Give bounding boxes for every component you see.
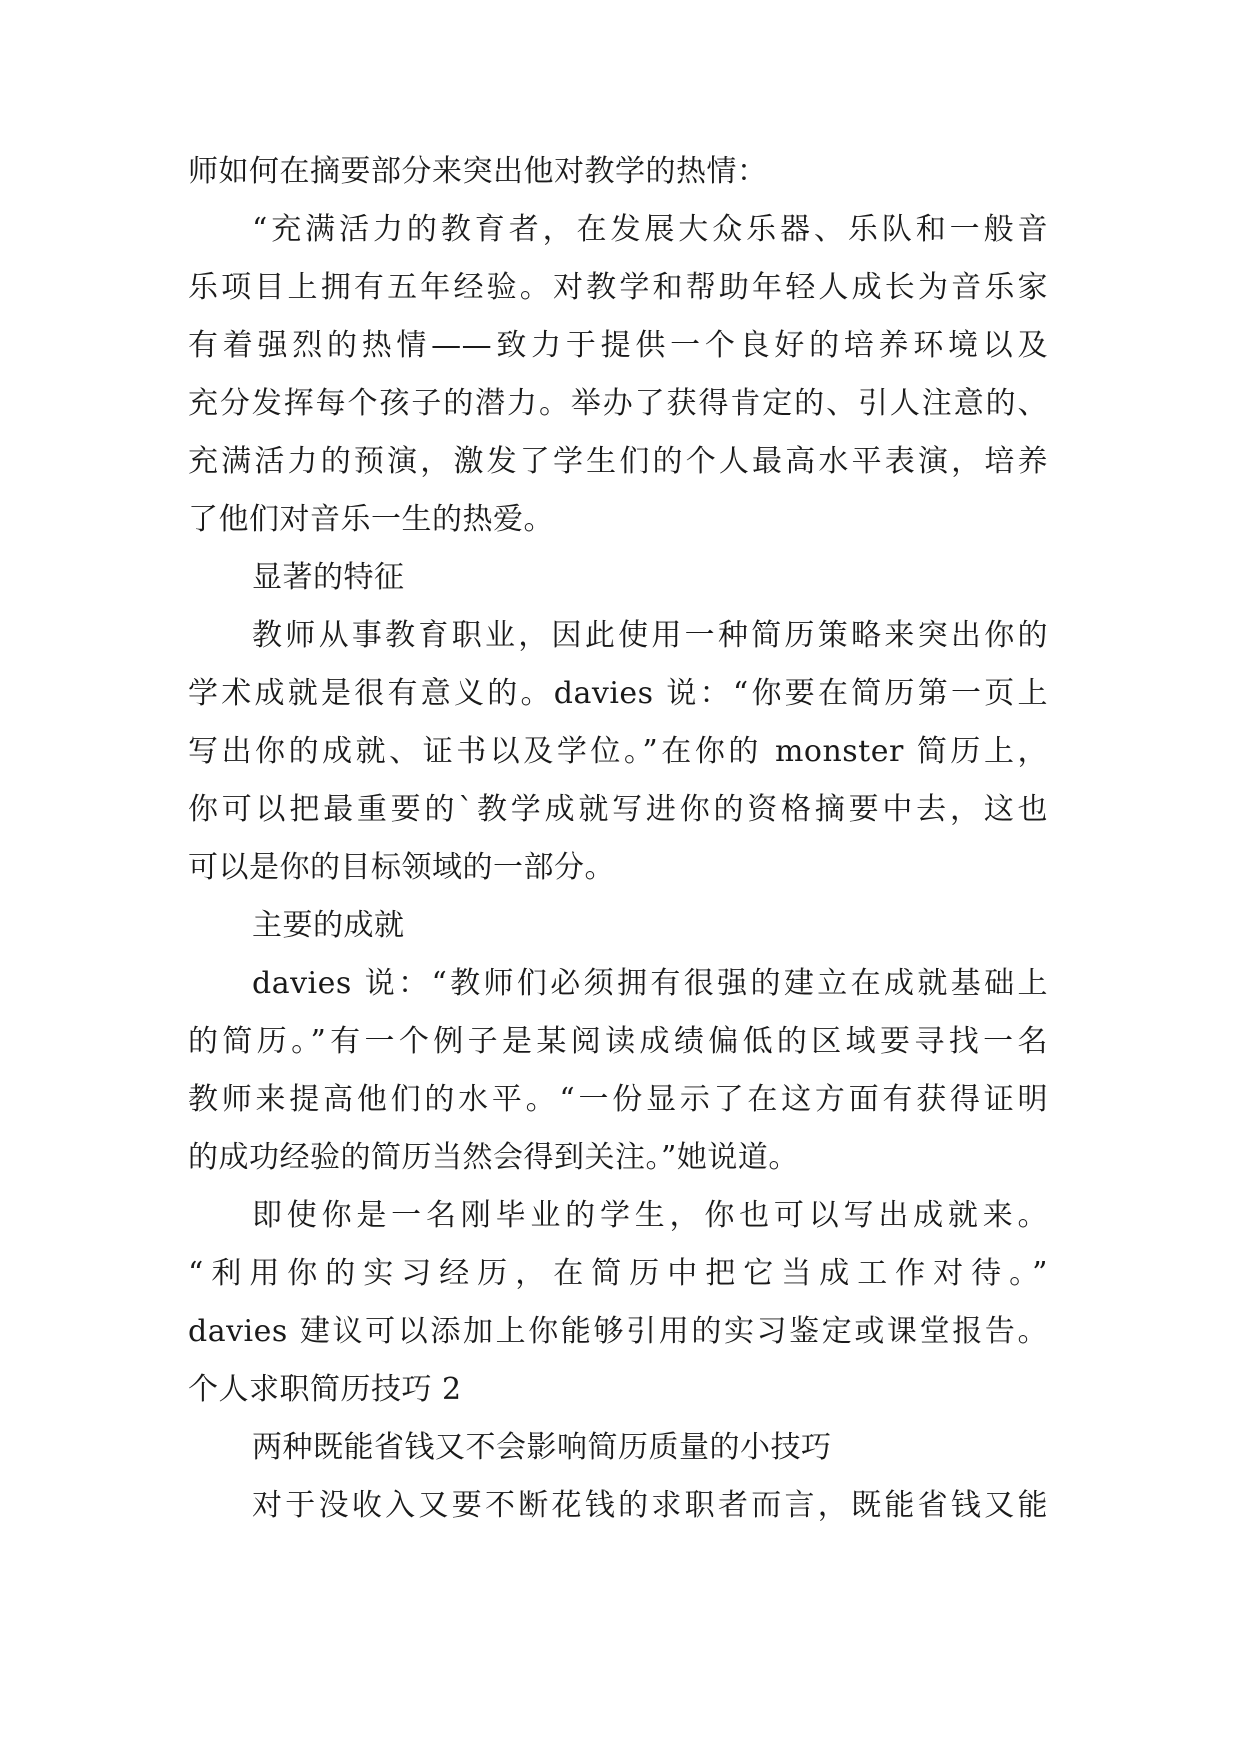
body-text-line: 可以是你的目标领域的一部分。 — [188, 850, 615, 885]
section-heading: 两种既能省钱又不会影响简历质量的小技巧 — [252, 1430, 832, 1465]
quote-text-line: 充满活力的预演，激发了学生们的个人最高水平表演，培养 — [188, 444, 1048, 479]
body-text-line: 对于没收入又要不断花钱的求职者而言，既能省钱又能 — [252, 1488, 1048, 1523]
body-text-line: 师如何在摘要部分来突出他对教学的热情： — [188, 154, 768, 189]
body-text-line: 即使你是一名刚毕业的学生，你也可以写出成就来。 — [252, 1198, 1048, 1233]
body-text-line: 学术成就是很有意义的。davies 说：“你要在简历第一页上 — [188, 676, 1048, 711]
body-text-line: 教师来提高他们的水平。“一份显示了在这方面有获得证明 — [188, 1082, 1048, 1117]
quote-text-line: “充满活力的教育者，在发展大众乐器、乐队和一般音 — [252, 212, 1048, 247]
section-heading: 显著的特征 — [252, 560, 405, 595]
body-text-line: davies 说：“教师们必须拥有很强的建立在成就基础上 — [252, 966, 1048, 1001]
body-text-line: “利用你的实习经历，在简历中把它当成工作对待。” — [188, 1256, 1048, 1291]
body-text-line: 的成功经验的简历当然会得到关注。”她说道。 — [188, 1140, 799, 1175]
body-text-line: 的简历。”有一个例子是某阅读成绩偏低的区域要寻找一名 — [188, 1024, 1048, 1059]
body-text-line: 教师从事教育职业，因此使用一种简历策略来突出你的 — [252, 618, 1048, 653]
body-text-line: 写出你的成就、证书以及学位。”在你的 monster 简历上， — [188, 734, 1048, 769]
quote-text-line: 有着强烈的热情——致力于提供一个良好的培养环境以及 — [188, 328, 1048, 363]
quote-text-line: 了他们对音乐一生的热爱。 — [188, 502, 554, 537]
body-text-line: 你可以把最重要的`教学成就写进你的资格摘要中去，这也 — [188, 792, 1048, 827]
body-text-line: davies 建议可以添加上你能够引用的实习鉴定或课堂报告。 — [188, 1314, 1048, 1349]
section-heading: 主要的成就 — [252, 908, 405, 943]
quote-text-line: 乐项目上拥有五年经验。对教学和帮助年轻人成长为音乐家 — [188, 270, 1048, 305]
document-section-title: 个人求职简历技巧 2 — [188, 1372, 462, 1407]
quote-text-line: 充分发挥每个孩子的潜力。举办了获得肯定的、引人注意的、 — [188, 386, 1048, 421]
